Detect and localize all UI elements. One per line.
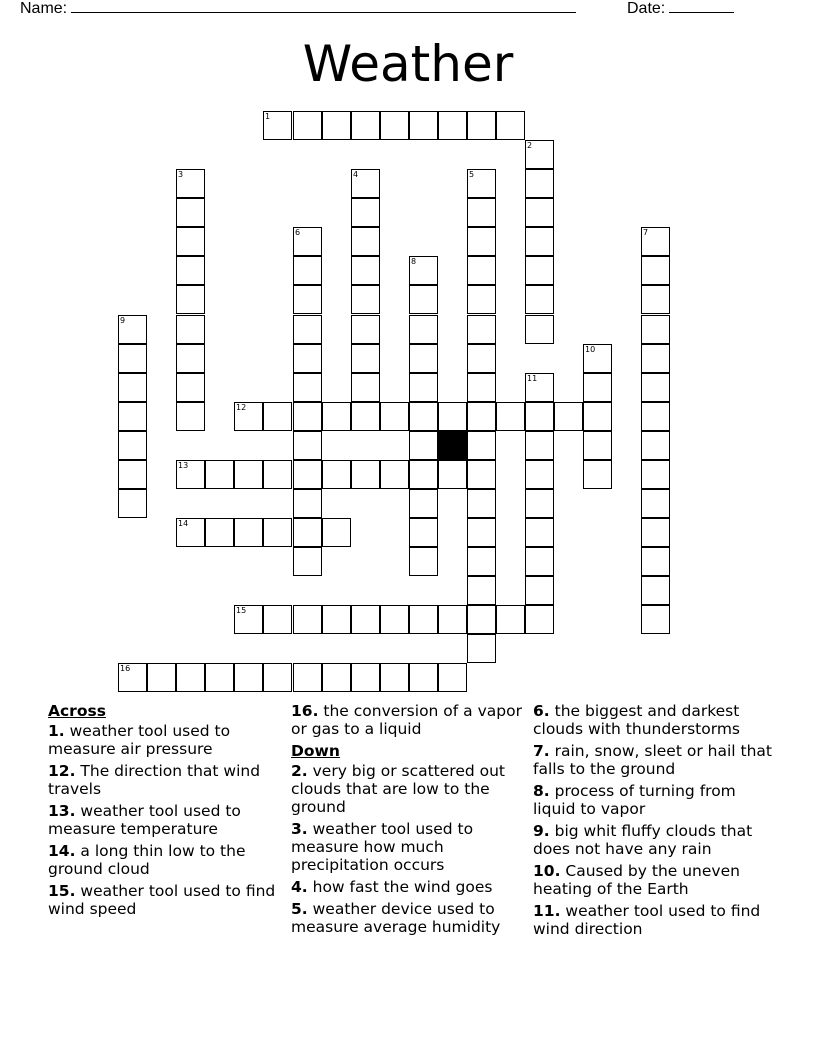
grid-cell[interactable] [525,315,554,344]
grid-cell[interactable] [293,285,322,314]
grid-cell[interactable] [641,460,670,489]
grid-cell[interactable] [525,227,554,256]
grid-cell[interactable] [351,198,380,227]
grid-cell[interactable] [438,111,467,140]
clue-number: 1. [48,722,65,740]
clue-number: 15 [236,606,247,615]
grid-cell[interactable] [118,402,147,431]
grid-cell[interactable] [118,373,147,402]
grid-cell[interactable] [409,256,438,285]
grid-cell[interactable] [409,489,438,518]
grid-cell[interactable] [409,111,438,140]
grid-cell[interactable] [293,344,322,373]
clue-item [48,722,283,758]
grid-cell[interactable] [641,489,670,518]
clue-text: weather tool used to measure how much precipitation occurs [291,820,474,874]
clue-number: 6. [533,702,550,720]
grid-cell[interactable] [467,460,496,489]
grid-cell[interactable] [467,198,496,227]
grid-cell[interactable] [351,605,380,634]
grid-cell[interactable] [525,373,554,402]
clue-number: 2 [527,141,533,150]
clue-text: rain, snow, sleet or hail that falls to the ground [533,742,772,778]
clue-number: 3. [291,820,308,838]
grid-cell[interactable] [583,402,612,431]
grid-cell[interactable] [525,431,554,460]
grid-cell[interactable] [322,460,351,489]
grid-cell[interactable] [293,547,322,576]
clue-item [291,762,526,816]
clue-item [533,902,773,938]
grid-cell[interactable] [176,518,205,547]
clues-column-1 [48,702,283,922]
grid-cell[interactable] [293,111,322,140]
clue-item [291,878,526,896]
clue-text: the biggest and darkest clouds with thunderstorms [533,702,740,738]
grid-cell[interactable] [641,344,670,373]
clue-text: how fast the wind goes [312,878,493,896]
grid-cell[interactable] [583,344,612,373]
grid-cell[interactable] [438,605,467,634]
grid-cell[interactable] [525,402,554,431]
grid-cell[interactable] [525,460,554,489]
grid-cell[interactable] [380,402,409,431]
grid-cell[interactable] [176,315,205,344]
clue-text: a long thin low to the ground cloud [48,842,246,878]
clue-number: 13. [48,802,76,820]
grid-cell[interactable] [641,431,670,460]
grid-cell[interactable] [467,344,496,373]
grid-cell[interactable] [525,576,554,605]
grid-cell[interactable] [641,605,670,634]
clue-number: 8 [411,257,417,266]
grid-cell[interactable] [467,634,496,663]
grid-cell[interactable] [293,605,322,634]
grid-cell[interactable] [176,344,205,373]
grid-cell[interactable] [293,518,322,547]
grid-cell[interactable] [496,402,525,431]
grid-cell[interactable] [351,402,380,431]
clue-number: 5 [469,170,475,179]
clue-item [533,822,773,858]
name-label: Name: [20,0,68,17]
across-heading: Across [48,702,106,720]
grid-cell[interactable] [234,518,263,547]
black-square [438,431,467,460]
grid-cell[interactable] [525,169,554,198]
grid-cell[interactable] [351,663,380,692]
grid-cell[interactable] [467,227,496,256]
grid-cell[interactable] [583,373,612,402]
grid-cell[interactable] [467,489,496,518]
grid-cell[interactable] [467,373,496,402]
clue-number: 8. [533,782,550,800]
grid-cell[interactable] [467,605,496,634]
grid-cell[interactable] [263,518,292,547]
grid-cell[interactable] [641,227,670,256]
clue-number: 16 [120,664,131,673]
grid-cell[interactable] [351,169,380,198]
clue-item [533,702,773,738]
grid-cell[interactable] [322,605,351,634]
grid-cell[interactable] [205,460,234,489]
grid-cell[interactable] [234,460,263,489]
grid-cell[interactable] [351,111,380,140]
grid-cell[interactable] [176,169,205,198]
grid-cell[interactable] [583,431,612,460]
grid-cell[interactable] [118,315,147,344]
grid-cell[interactable] [263,460,292,489]
grid-cell[interactable] [525,285,554,314]
grid-cell[interactable] [641,402,670,431]
clue-number: 13 [178,461,189,470]
grid-cell[interactable] [525,198,554,227]
grid-cell[interactable] [409,431,438,460]
grid-cell[interactable] [322,111,351,140]
clue-text: weather tool used to measure air pressure [48,722,231,758]
grid-cell[interactable] [351,285,380,314]
grid-cell[interactable] [554,402,583,431]
grid-cell[interactable] [118,431,147,460]
grid-cell[interactable] [234,402,263,431]
grid-cell[interactable] [438,460,467,489]
grid-cell[interactable] [234,605,263,634]
grid-cell[interactable] [293,663,322,692]
grid-cell[interactable] [351,315,380,344]
grid-cell[interactable] [409,663,438,692]
grid-cell[interactable] [438,663,467,692]
grid-cell[interactable] [496,605,525,634]
clue-number: 9. [533,822,550,840]
clue-number: 15. [48,882,76,900]
clue-number: 16. [291,702,319,720]
grid-cell[interactable] [409,315,438,344]
clue-text: Caused by the uneven heating of the Earth [533,862,740,898]
grid-cell[interactable] [525,489,554,518]
grid-cell[interactable] [118,344,147,373]
clue-number: 4 [353,170,359,179]
grid-cell[interactable] [467,518,496,547]
grid-cell[interactable] [351,460,380,489]
grid-cell[interactable] [641,547,670,576]
page-title: Weather [302,35,514,93]
grid-cell[interactable] [409,460,438,489]
clue-text: weather tool used to find wind direction [533,902,761,938]
clue-item [291,702,526,738]
grid-cell[interactable] [293,227,322,256]
grid-cell[interactable] [525,547,554,576]
clue-number: 5. [291,900,308,918]
grid-cell[interactable] [467,431,496,460]
grid-cell[interactable] [205,663,234,692]
grid-cell[interactable] [380,111,409,140]
grid-cell[interactable] [118,489,147,518]
grid-cell[interactable] [263,605,292,634]
grid-cell[interactable] [263,402,292,431]
grid-cell[interactable] [293,489,322,518]
clue-number: 9 [120,316,126,325]
clue-number: 4. [291,878,308,896]
clue-number: 12. [48,762,76,780]
grid-cell[interactable] [293,431,322,460]
grid-cell[interactable] [118,460,147,489]
clue-text: weather tool used to measure temperature [48,802,241,838]
grid-cell[interactable] [293,256,322,285]
grid-cell[interactable] [525,140,554,169]
grid-cell[interactable] [467,576,496,605]
grid-cell[interactable] [641,373,670,402]
clue-number: 7. [533,742,550,760]
grid-cell[interactable] [263,663,292,692]
clue-item [533,742,773,778]
grid-cell[interactable] [467,111,496,140]
clue-text: weather device used to measure average humidity [291,900,501,936]
grid-cell[interactable] [176,402,205,431]
grid-cell[interactable] [322,663,351,692]
clue-number: 3 [178,170,184,179]
grid-cell[interactable] [409,373,438,402]
clue-item [291,900,526,936]
grid-cell[interactable] [496,111,525,140]
grid-cell[interactable] [176,663,205,692]
clue-number: 14. [48,842,76,860]
grid-cell[interactable] [409,605,438,634]
grid-cell[interactable] [205,518,234,547]
grid-cell[interactable] [351,373,380,402]
grid-cell[interactable] [293,460,322,489]
clue-number: 12 [236,403,247,412]
clue-number: 10. [533,862,561,880]
grid-cell[interactable] [380,460,409,489]
grid-cell[interactable] [409,518,438,547]
grid-cell[interactable] [409,344,438,373]
clue-number: 14 [178,519,189,528]
clue-text: very big or scattered out clouds that are low to the ground [291,762,506,816]
grid-cell[interactable] [176,373,205,402]
grid-cell[interactable] [467,285,496,314]
grid-cell[interactable] [409,285,438,314]
grid-cell[interactable] [467,315,496,344]
clue-item [533,782,773,818]
clue-text: the conversion of a vapor or gas to a liquid [291,702,522,738]
clue-number: 11. [533,902,561,920]
down-heading: Down [291,742,340,760]
grid-cell[interactable] [351,344,380,373]
grid-cell[interactable] [409,547,438,576]
grid-cell[interactable] [467,169,496,198]
grid-cell[interactable] [380,663,409,692]
clue-item [48,842,283,878]
clue-item [291,820,526,874]
grid-cell[interactable] [641,518,670,547]
clue-item [533,862,773,898]
grid-cell[interactable] [322,518,351,547]
grid-cell[interactable] [176,256,205,285]
grid-cell[interactable] [641,285,670,314]
clue-number: 6 [295,228,301,237]
grid-cell[interactable] [293,373,322,402]
grid-cell[interactable] [147,663,176,692]
grid-cell[interactable] [176,285,205,314]
clue-number: 11 [527,374,538,383]
grid-cell[interactable] [176,227,205,256]
grid-cell[interactable] [176,460,205,489]
grid-cell[interactable] [293,402,322,431]
date-label: Date: [627,0,666,17]
grid-cell[interactable] [351,256,380,285]
clues-column-2 [291,702,526,940]
clue-number: 10 [585,345,596,354]
grid-cell[interactable] [641,315,670,344]
grid-cell[interactable] [467,547,496,576]
clue-text: big whit fluffy clouds that does not have any rain [533,822,753,858]
grid-cell[interactable] [263,111,292,140]
clue-item [48,802,283,838]
grid-cell[interactable] [467,256,496,285]
clue-number: 1 [265,112,271,121]
grid-cell[interactable] [525,256,554,285]
grid-cell[interactable] [525,605,554,634]
grid-cell[interactable] [583,460,612,489]
grid-cell[interactable] [234,663,263,692]
clue-text: weather tool used to find wind speed [48,882,276,918]
clue-text: process of turning from liquid to vapor [533,782,736,818]
clue-number: 2. [291,762,308,780]
clue-text: The direction that wind travels [48,762,261,798]
grid-cell[interactable] [293,315,322,344]
grid-cell[interactable] [641,256,670,285]
grid-cell[interactable] [641,576,670,605]
clue-number: 7 [643,228,649,237]
clue-item [48,882,283,918]
grid-cell[interactable] [409,402,438,431]
grid-cell[interactable] [351,227,380,256]
grid-cell[interactable] [322,402,351,431]
clue-item [48,762,283,798]
grid-cell[interactable] [118,663,147,692]
grid-cell[interactable] [438,402,467,431]
clues-column-3 [533,702,773,942]
grid-cell[interactable] [525,518,554,547]
grid-cell[interactable] [380,605,409,634]
grid-cell[interactable] [176,198,205,227]
grid-cell[interactable] [467,402,496,431]
